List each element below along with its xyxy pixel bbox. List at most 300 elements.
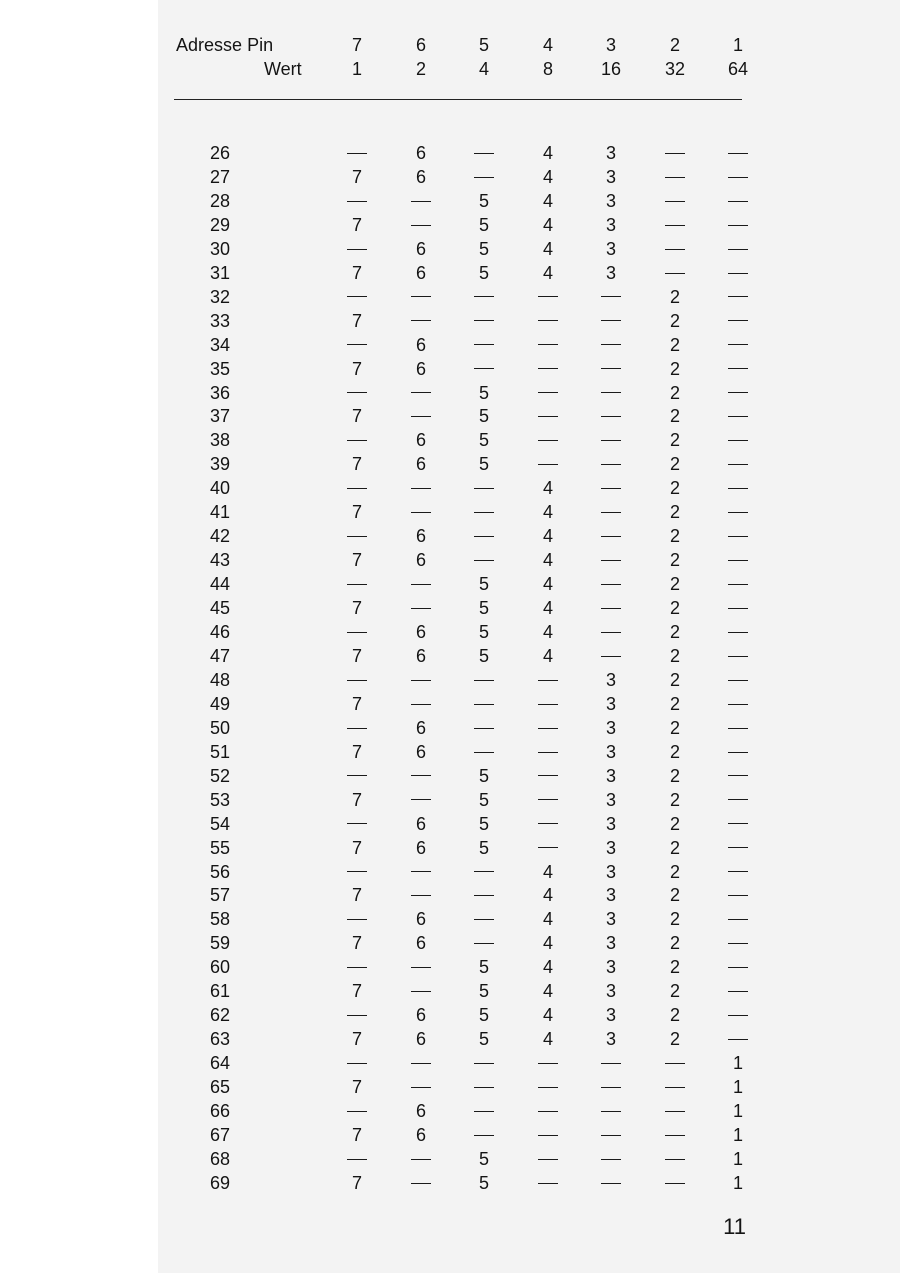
- empty-dash-cell: [523, 333, 573, 357]
- pin-cell: 1: [732, 1148, 743, 1169]
- pin-cell: 3: [605, 837, 616, 858]
- dash-mark: [538, 680, 558, 681]
- pin-cell: 7: [351, 741, 362, 762]
- address-cell: 38: [209, 430, 230, 451]
- pin-cell: 5: [478, 454, 489, 475]
- pin-cell: 3: [605, 717, 616, 738]
- empty-dash-cell: [523, 1171, 573, 1195]
- dash-mark: [538, 368, 558, 369]
- dash-mark: [347, 201, 367, 202]
- dash-mark: [538, 296, 558, 297]
- pin-cell: 3: [605, 190, 616, 211]
- pin-cell: 2: [669, 1005, 680, 1026]
- empty-dash-cell: [713, 165, 763, 189]
- empty-dash-cell: [459, 1075, 509, 1099]
- pin-cell: 2: [669, 837, 680, 858]
- pin-cell: 3: [605, 262, 616, 283]
- table-row: [0, 1147, 900, 1171]
- table-row: [0, 596, 900, 620]
- table-row: [0, 141, 900, 165]
- dash-mark: [728, 273, 748, 274]
- dash-mark: [601, 1183, 621, 1184]
- pin-cell: 2: [669, 717, 680, 738]
- empty-dash-cell: [523, 1123, 573, 1147]
- dash-mark: [474, 177, 494, 178]
- empty-dash-cell: [523, 1147, 573, 1171]
- dash-mark: [728, 967, 748, 968]
- pin-cell: 5: [478, 981, 489, 1002]
- dash-mark: [411, 416, 431, 417]
- value-header-4: 16: [600, 59, 622, 79]
- empty-dash-cell: [713, 452, 763, 476]
- pin-cell: 2: [669, 909, 680, 930]
- address-cell: 68: [209, 1148, 230, 1169]
- pin-cell: 2: [669, 741, 680, 762]
- table-row: [0, 165, 900, 189]
- value-label: Wert: [264, 59, 302, 79]
- pin-cell: 3: [605, 1029, 616, 1050]
- pin-cell: 7: [351, 502, 362, 523]
- pin-cell: 6: [415, 262, 426, 283]
- pin-cell: 6: [415, 622, 426, 642]
- empty-dash-cell: [396, 955, 446, 979]
- pin-cell: 4: [542, 622, 553, 642]
- pin-cell: 4: [542, 645, 553, 666]
- empty-dash-cell: [523, 428, 573, 452]
- table-row: [0, 500, 900, 524]
- address-cell: 55: [209, 837, 230, 858]
- empty-dash-cell: [523, 716, 573, 740]
- dash-mark: [601, 536, 621, 537]
- pin-cell: 2: [669, 669, 680, 690]
- pin-cell: 2: [669, 933, 680, 954]
- dash-mark: [347, 919, 367, 920]
- dash-mark: [728, 464, 748, 465]
- empty-dash-cell: [586, 309, 636, 333]
- empty-dash-cell: [459, 1051, 509, 1075]
- pin-cell: 2: [669, 310, 680, 331]
- address-cell: 33: [209, 310, 230, 331]
- empty-dash-cell: [332, 237, 382, 261]
- pin-cell: 3: [605, 861, 616, 882]
- dash-mark: [665, 177, 685, 178]
- pin-cell: 4: [542, 981, 553, 1002]
- address-cell: 26: [209, 143, 230, 163]
- empty-dash-cell: [332, 716, 382, 740]
- pin-cell: 2: [669, 454, 680, 475]
- table-row: [0, 883, 900, 907]
- pin-cell: 3: [605, 1005, 616, 1026]
- dash-mark: [665, 273, 685, 274]
- dash-mark: [728, 512, 748, 513]
- empty-dash-cell: [586, 548, 636, 572]
- pin-cell: 3: [605, 765, 616, 786]
- dash-mark: [474, 1087, 494, 1088]
- dash-mark: [728, 201, 748, 202]
- pin-cell: 6: [415, 909, 426, 930]
- table-row: [0, 620, 900, 644]
- dash-mark: [601, 368, 621, 369]
- empty-dash-cell: [586, 644, 636, 668]
- pin-cell: 1: [732, 1101, 743, 1121]
- pin-cell: 2: [669, 813, 680, 834]
- dash-mark: [347, 775, 367, 776]
- pin-cell: 3: [605, 741, 616, 762]
- table-row: [0, 1075, 900, 1099]
- pin-cell: 3: [605, 166, 616, 187]
- empty-dash-cell: [713, 692, 763, 716]
- dash-mark: [665, 1063, 685, 1064]
- pin-cell: 3: [605, 789, 616, 810]
- dash-mark: [347, 488, 367, 489]
- empty-dash-cell: [459, 500, 509, 524]
- pin-cell: 7: [351, 550, 362, 571]
- dash-mark: [347, 584, 367, 585]
- dash-mark: [601, 416, 621, 417]
- empty-dash-cell: [396, 1051, 446, 1075]
- dash-mark: [411, 1183, 431, 1184]
- empty-dash-cell: [332, 1147, 382, 1171]
- pin-cell: 2: [669, 430, 680, 451]
- pin-cell: 4: [542, 1029, 553, 1050]
- empty-dash-cell: [713, 357, 763, 381]
- value-header-3: 8: [542, 59, 553, 79]
- dash-mark: [347, 392, 367, 393]
- empty-dash-cell: [650, 1075, 700, 1099]
- table-row: [0, 1003, 900, 1027]
- table-row: [0, 237, 900, 261]
- empty-dash-cell: [523, 309, 573, 333]
- dash-mark: [665, 201, 685, 202]
- empty-dash-cell: [332, 524, 382, 548]
- empty-dash-cell: [650, 237, 700, 261]
- empty-dash-cell: [713, 836, 763, 860]
- pin-cell: 3: [605, 813, 616, 834]
- pin-cell: 3: [605, 957, 616, 978]
- dash-mark: [601, 1063, 621, 1064]
- dash-mark: [538, 344, 558, 345]
- empty-dash-cell: [586, 1147, 636, 1171]
- pin-cell: 7: [351, 406, 362, 427]
- table-row: [0, 285, 900, 309]
- dash-mark: [728, 416, 748, 417]
- table-row: [0, 740, 900, 764]
- empty-dash-cell: [586, 452, 636, 476]
- empty-dash-cell: [396, 572, 446, 596]
- empty-dash-cell: [713, 333, 763, 357]
- empty-dash-cell: [650, 165, 700, 189]
- table-row: [0, 428, 900, 452]
- pin-cell: 4: [542, 1005, 553, 1026]
- dash-mark: [538, 320, 558, 321]
- empty-dash-cell: [396, 1147, 446, 1171]
- dash-mark: [411, 296, 431, 297]
- pin-label: Pin: [247, 35, 274, 55]
- table-row: [0, 812, 900, 836]
- pin-cell: 4: [542, 214, 553, 235]
- dash-mark: [601, 392, 621, 393]
- empty-dash-cell: [586, 357, 636, 381]
- pin-cell: 7: [351, 1077, 362, 1098]
- dash-mark: [347, 632, 367, 633]
- empty-dash-cell: [586, 1075, 636, 1099]
- pin-cell: 3: [605, 669, 616, 690]
- address-cell: 54: [209, 813, 230, 834]
- dash-mark: [347, 296, 367, 297]
- table-row: [0, 692, 900, 716]
- empty-dash-cell: [713, 979, 763, 1003]
- address-cell: 37: [209, 406, 230, 427]
- pin-cell: 6: [415, 454, 426, 475]
- dash-mark: [538, 1159, 558, 1160]
- dash-mark: [411, 1063, 431, 1064]
- empty-dash-cell: [650, 1123, 700, 1147]
- pin-cell: 5: [478, 1172, 489, 1193]
- pin-cell: 3: [605, 693, 616, 714]
- pin-cell: 4: [542, 478, 553, 499]
- empty-dash-cell: [459, 740, 509, 764]
- dash-mark: [728, 249, 748, 250]
- pin-cell: 1: [732, 1172, 743, 1193]
- dash-mark: [474, 153, 494, 154]
- pin-cell: 4: [542, 262, 553, 283]
- dash-mark: [728, 823, 748, 824]
- empty-dash-cell: [396, 788, 446, 812]
- dash-mark: [538, 752, 558, 753]
- pin-cell: 6: [415, 837, 426, 858]
- empty-dash-cell: [459, 357, 509, 381]
- pin-cell: 2: [669, 765, 680, 786]
- dash-mark: [347, 1111, 367, 1112]
- dash-mark: [411, 225, 431, 226]
- empty-dash-cell: [713, 476, 763, 500]
- empty-dash-cell: [459, 524, 509, 548]
- dash-mark: [347, 967, 367, 968]
- address-cell: 58: [209, 909, 230, 930]
- dash-mark: [601, 464, 621, 465]
- empty-dash-cell: [523, 452, 573, 476]
- table-row: [0, 955, 900, 979]
- table-row: [0, 189, 900, 213]
- pin-cell: 5: [478, 622, 489, 642]
- dash-mark: [474, 536, 494, 537]
- address-cell: 61: [209, 981, 230, 1002]
- table-row: [0, 860, 900, 884]
- pin-cell: 4: [542, 574, 553, 595]
- table-row: [0, 644, 900, 668]
- dash-mark: [474, 344, 494, 345]
- dash-mark: [728, 368, 748, 369]
- dash-mark: [665, 1135, 685, 1136]
- empty-dash-cell: [586, 1123, 636, 1147]
- pin-cell: 5: [478, 837, 489, 858]
- pin-cell: 5: [478, 406, 489, 427]
- dash-mark: [538, 440, 558, 441]
- pin-cell: 4: [542, 885, 553, 906]
- address-cell: 32: [209, 286, 230, 307]
- dash-mark: [474, 871, 494, 872]
- empty-dash-cell: [650, 141, 700, 165]
- dash-mark: [538, 1183, 558, 1184]
- dash-mark: [665, 1183, 685, 1184]
- pin-cell: 6: [415, 1101, 426, 1121]
- dash-mark: [347, 1063, 367, 1064]
- pin-cell: 4: [542, 502, 553, 523]
- pin-cell: 2: [669, 406, 680, 427]
- table-row: [0, 548, 900, 572]
- pin-cell: 7: [351, 262, 362, 283]
- empty-dash-cell: [713, 548, 763, 572]
- dash-mark: [538, 1111, 558, 1112]
- pin-cell: 5: [478, 238, 489, 259]
- address-cell: 40: [209, 478, 230, 499]
- pin-cell: 3: [605, 933, 616, 954]
- pin-cell: 7: [351, 981, 362, 1002]
- dash-mark: [728, 1015, 748, 1016]
- dash-mark: [347, 680, 367, 681]
- pin-cell: 4: [542, 143, 553, 163]
- pin-cell: 4: [542, 166, 553, 187]
- empty-dash-cell: [713, 524, 763, 548]
- table-row: [0, 572, 900, 596]
- empty-dash-cell: [586, 524, 636, 548]
- pin-cell: 3: [605, 214, 616, 235]
- dash-mark: [411, 488, 431, 489]
- empty-dash-cell: [586, 1051, 636, 1075]
- pin-cell: 5: [478, 957, 489, 978]
- dash-mark: [411, 608, 431, 609]
- address-cell: 27: [209, 166, 230, 187]
- dash-mark: [728, 775, 748, 776]
- empty-dash-cell: [713, 189, 763, 213]
- empty-dash-cell: [459, 1123, 509, 1147]
- empty-dash-cell: [650, 1147, 700, 1171]
- empty-dash-cell: [396, 883, 446, 907]
- empty-dash-cell: [713, 644, 763, 668]
- empty-dash-cell: [713, 1027, 763, 1051]
- pin-cell: 2: [669, 693, 680, 714]
- pin-cell: 6: [415, 526, 426, 547]
- empty-dash-cell: [713, 309, 763, 333]
- dash-mark: [474, 895, 494, 896]
- dash-mark: [601, 632, 621, 633]
- empty-dash-cell: [396, 692, 446, 716]
- empty-dash-cell: [332, 189, 382, 213]
- address-cell: 49: [209, 693, 230, 714]
- dash-mark: [347, 871, 367, 872]
- table-row: [0, 381, 900, 405]
- pin-cell: 4: [542, 526, 553, 547]
- pin-cell: 6: [415, 933, 426, 954]
- pin-cell: 7: [351, 885, 362, 906]
- dash-mark: [601, 296, 621, 297]
- dash-mark: [347, 440, 367, 441]
- empty-dash-cell: [523, 1051, 573, 1075]
- empty-dash-cell: [396, 189, 446, 213]
- empty-dash-cell: [459, 165, 509, 189]
- empty-dash-cell: [713, 285, 763, 309]
- empty-dash-cell: [459, 860, 509, 884]
- table-row: [0, 309, 900, 333]
- empty-dash-cell: [523, 812, 573, 836]
- dash-mark: [728, 392, 748, 393]
- dash-mark: [538, 847, 558, 848]
- empty-dash-cell: [713, 141, 763, 165]
- table-row: [0, 1171, 900, 1195]
- pin-cell: 2: [669, 478, 680, 499]
- empty-dash-cell: [713, 907, 763, 931]
- empty-dash-cell: [332, 1051, 382, 1075]
- empty-dash-cell: [523, 764, 573, 788]
- pin-cell: 6: [415, 430, 426, 451]
- empty-dash-cell: [650, 1051, 700, 1075]
- dash-mark: [411, 680, 431, 681]
- pin-cell: 5: [478, 430, 489, 451]
- pin-cell: 5: [478, 382, 489, 403]
- address-cell: 44: [209, 574, 230, 595]
- pin-cell: 7: [351, 837, 362, 858]
- dash-mark: [665, 225, 685, 226]
- pin-cell: 5: [478, 1005, 489, 1026]
- dash-mark: [474, 728, 494, 729]
- dash-mark: [665, 249, 685, 250]
- pin-header-5: 2: [669, 35, 680, 55]
- dash-mark: [538, 799, 558, 800]
- dash-mark: [728, 943, 748, 944]
- dash-mark: [538, 1063, 558, 1064]
- dash-mark: [601, 584, 621, 585]
- empty-dash-cell: [332, 668, 382, 692]
- value-header-6: 64: [727, 59, 749, 79]
- dash-mark: [411, 584, 431, 585]
- pin-cell: 6: [415, 358, 426, 379]
- pin-cell: 4: [542, 598, 553, 619]
- empty-dash-cell: [650, 1099, 700, 1123]
- empty-dash-cell: [459, 285, 509, 309]
- dash-mark: [474, 488, 494, 489]
- pin-cell: 5: [478, 1148, 489, 1169]
- empty-dash-cell: [459, 931, 509, 955]
- empty-dash-cell: [523, 788, 573, 812]
- empty-dash-cell: [459, 333, 509, 357]
- address-cell: 67: [209, 1124, 230, 1145]
- empty-dash-cell: [586, 404, 636, 428]
- dash-mark: [728, 608, 748, 609]
- pin-cell: 2: [669, 622, 680, 642]
- dash-mark: [728, 225, 748, 226]
- dash-mark: [601, 512, 621, 513]
- empty-dash-cell: [523, 740, 573, 764]
- pin-cell: 6: [415, 166, 426, 187]
- dash-mark: [347, 1159, 367, 1160]
- dash-mark: [728, 536, 748, 537]
- pin-cell: 4: [542, 957, 553, 978]
- dash-mark: [601, 560, 621, 561]
- empty-dash-cell: [586, 333, 636, 357]
- dash-mark: [728, 584, 748, 585]
- dash-mark: [474, 704, 494, 705]
- address-cell: 41: [209, 502, 230, 523]
- address-cell: 43: [209, 550, 230, 571]
- dash-mark: [474, 368, 494, 369]
- empty-dash-cell: [332, 333, 382, 357]
- dash-mark: [728, 344, 748, 345]
- pin-cell: 7: [351, 310, 362, 331]
- dash-mark: [601, 344, 621, 345]
- table-row: [0, 213, 900, 237]
- dash-mark: [728, 632, 748, 633]
- pin-header-0: 7: [351, 35, 362, 55]
